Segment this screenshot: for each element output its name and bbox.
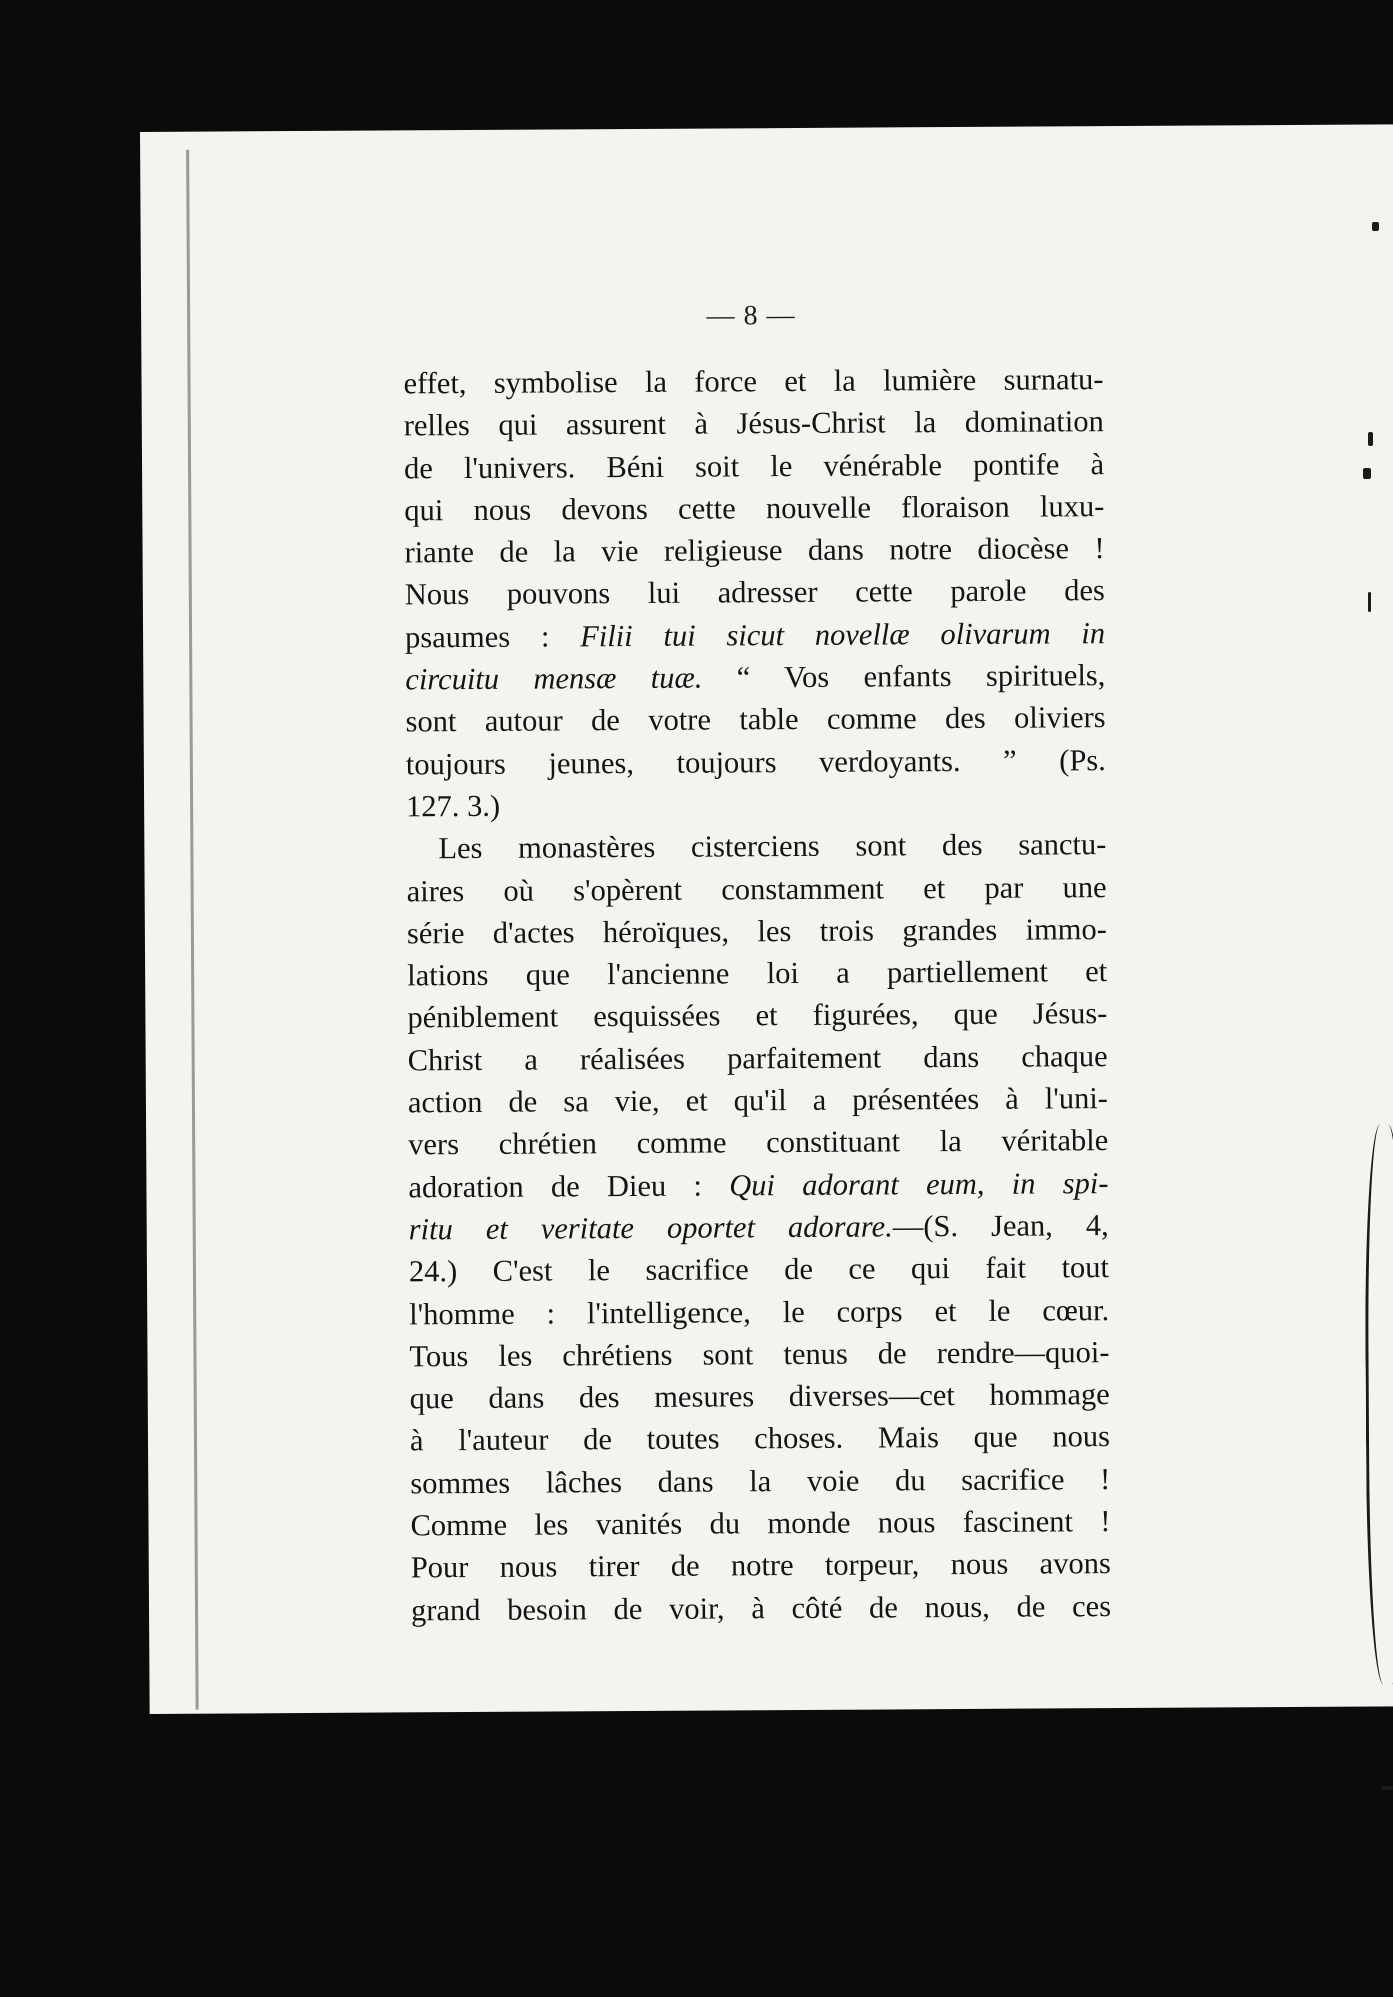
- text-line: riante de la vie religieuse dans notre diocèse !: [404, 531, 1105, 570]
- body-text: [403, 358, 1111, 1631]
- scan-speck: [1368, 432, 1373, 446]
- text-line: vers chrétien comme constituant la véritable: [408, 1123, 1109, 1162]
- latin-quote: Filii tui sicut novellæ olivarum in: [580, 615, 1106, 654]
- binding-edge: [186, 150, 199, 1710]
- text-line: Les monastères cisterciens sont des sanctu-: [438, 827, 1107, 866]
- text-line: Pour nous tirer de notre torpeur, nous avons: [410, 1546, 1111, 1585]
- text-line: à l'auteur de toutes choses. Mais que nous: [409, 1419, 1111, 1458]
- text-line: aires où s'opèrent constamment et par une: [406, 869, 1107, 908]
- text-line: toujours jeunes, toujours verdoyants. ” (Ps.: [405, 742, 1106, 782]
- text-line: Comme les vanités du monde nous fascinent !: [410, 1504, 1111, 1543]
- scan-speck: [1363, 468, 1371, 479]
- text-line: [405, 612, 1105, 659]
- text-line: 24.) C'est le sacrifice de ce qui fait tout: [408, 1250, 1110, 1289]
- text-segment: —(S. Jean, 4,: [892, 1208, 1109, 1244]
- text-line: sommes lâches dans la voie du sacrifice !: [410, 1461, 1111, 1501]
- text-line: qui nous devons cette nouvelle floraison luxu-: [404, 489, 1105, 528]
- scan-speck: [1368, 592, 1371, 612]
- text-line: que dans des mesures diverses—cet hommage: [409, 1377, 1110, 1416]
- text-line: série d'actes héroïques, les trois grandes immo-: [406, 911, 1107, 951]
- text-segment: “ Vos enfants spirituels,: [736, 658, 1106, 695]
- text-line: [405, 654, 1105, 701]
- text-line: [409, 1204, 1109, 1251]
- text-line: de l'univers. Béni soit le vénérable pontife à: [403, 446, 1105, 485]
- text-line: péniblement esquissées et figurées, que Jésus-: [407, 996, 1108, 1035]
- scan-speck: [1381, 1786, 1393, 1790]
- latin-quote: Qui adorant eum, in spi-: [729, 1165, 1109, 1203]
- latin-quote: ritu et veritate oportet adorare.: [408, 1209, 893, 1247]
- scan-speck: [1372, 222, 1379, 231]
- text-line: Christ a réalisées parfaitement dans chaque: [407, 1038, 1108, 1078]
- text-line: sont autour de votre table comme des oliviers: [405, 700, 1106, 739]
- text-line: Nous pouvons lui adresser cette parole des: [404, 573, 1105, 612]
- text-line: lations que l'ancienne loi a partiellement et: [407, 954, 1108, 993]
- text-line: relles qui assurent à Jésus-Christ la domination: [403, 404, 1104, 443]
- latin-quote: circuitu mensæ tuæ.: [405, 660, 703, 697]
- text-line: effet, symbolise la force et la lumière surnatu-: [403, 362, 1104, 401]
- text-line: grand besoin de voir, à côté de nous, de ces: [410, 1588, 1112, 1627]
- text-line: 127. 3.): [406, 788, 501, 824]
- text-line: action de sa vie, et qu'il a présentées à l'uni-: [407, 1081, 1109, 1120]
- page-number: — 8 —: [706, 299, 796, 332]
- text-line: [408, 1162, 1108, 1209]
- scan-edge-marks: [1353, 0, 1393, 1997]
- text-segment: adoration de Dieu :: [408, 1168, 703, 1205]
- text-segment: psaumes :: [404, 619, 550, 655]
- text-line: l'homme : l'intelligence, le corps et le cœur.: [409, 1292, 1110, 1331]
- text-line: Tous les chrétiens sont tenus de rendre—quoi-: [409, 1334, 1110, 1374]
- book-page: [140, 124, 1393, 1714]
